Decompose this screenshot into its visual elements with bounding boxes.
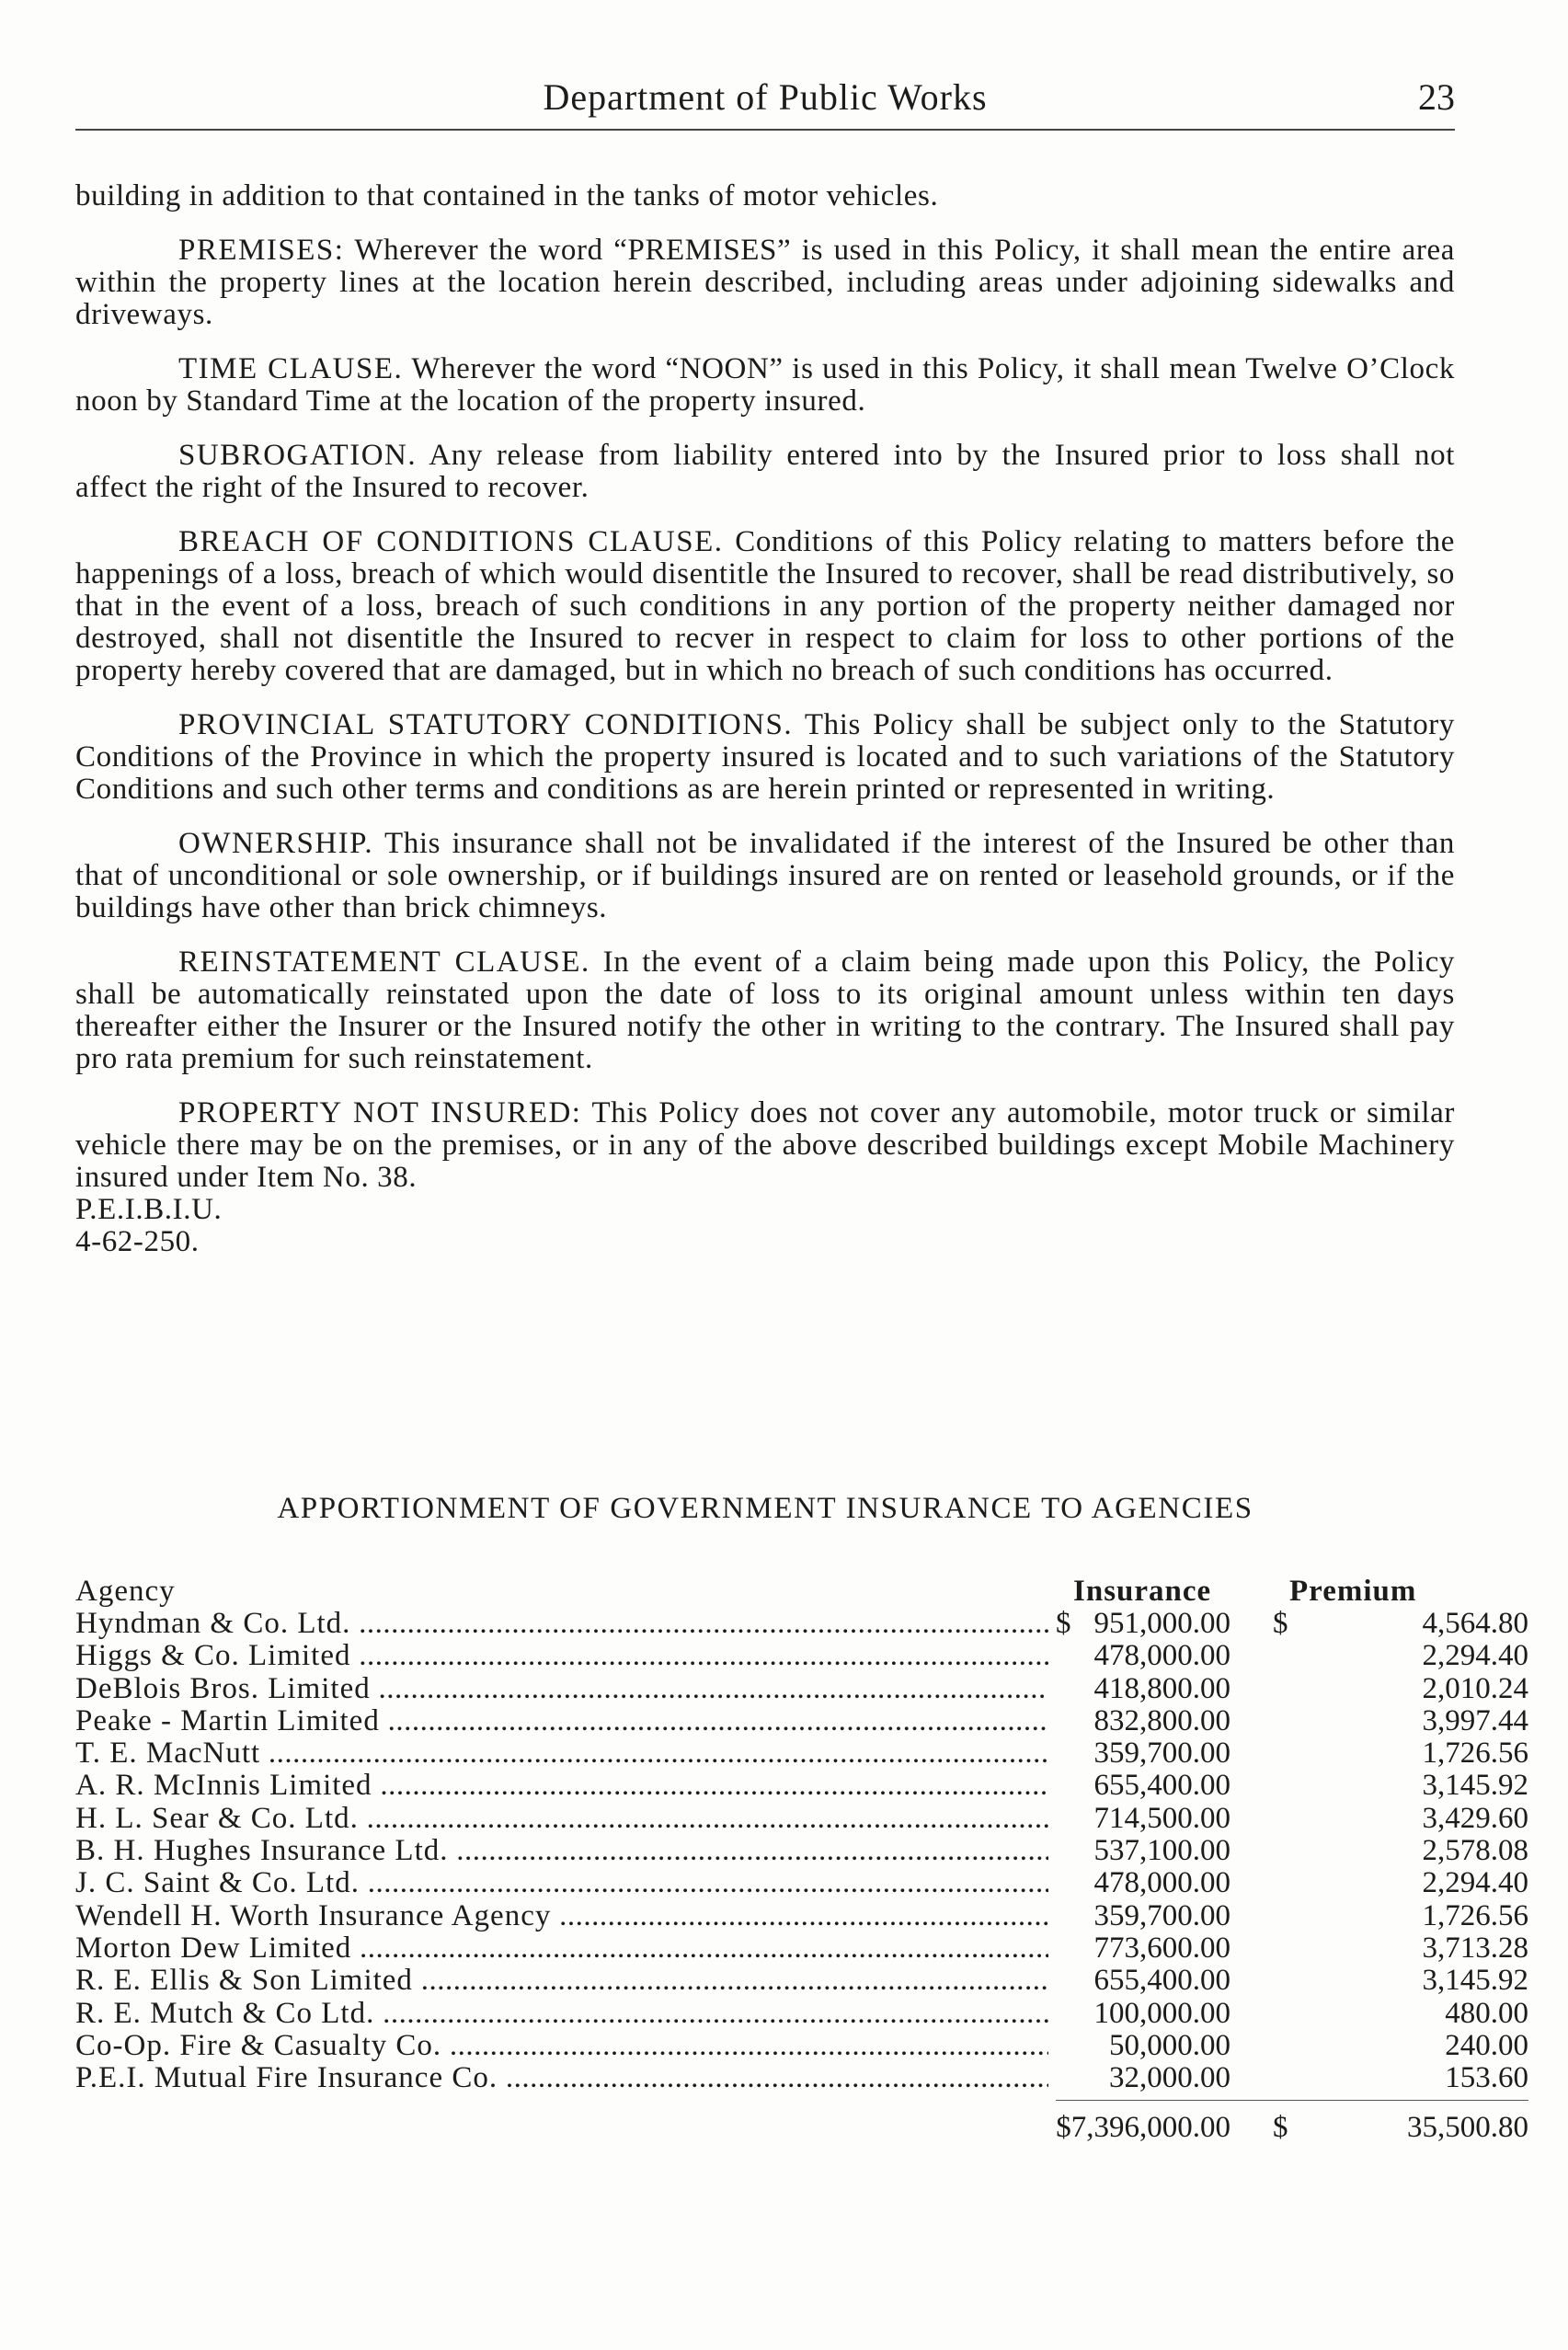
table-row: Morton Dew Limited ..... 773,600.00 3,713.28 xyxy=(75,1932,1455,1965)
table-row: T. E. MacNutt ..... 359,700.00 1,726.56 xyxy=(75,1737,1455,1770)
total-separator-space xyxy=(75,2094,1455,2111)
currency-symbol: $ xyxy=(1273,1607,1288,1640)
table-row: Hyndman & Co. Ltd. ..... $ 951,000.00 $ 4,564.80 xyxy=(75,1608,1455,1640)
column-header-premium: Premium xyxy=(1289,1575,1417,1608)
paragraph-breach-of-conditions: BREACH OF CONDITIONS CLAUSE. Conditions of this Policy relating to matters before the happenings of a loss, breach of which would disentitle the Insured to recover, shall be read distributively, so that in the event of a loss, breach of such conditions in any portion of the property neither damaged nor destroyed, shall not disentitle the Insured to recver in respect to claim for loss to other portions of the property hereby covered that are damaged, but in which no breach of such conditions has occurred. xyxy=(75,525,1455,687)
table-row: H. L. Sear & Co. Ltd. ..... 714,500.00 3,429.60 xyxy=(75,1803,1455,1835)
paragraph-heading: PREMISES: xyxy=(178,234,345,267)
paragraph-heading: PROVINCIAL STATUTORY CONDITIONS. xyxy=(178,708,794,741)
table-row: Higgs & Co. Limited ..... 478,000.00 2,294.40 xyxy=(75,1640,1455,1672)
total-premium: 35,500.80 xyxy=(1407,2111,1528,2145)
form-number: 4-62-250. xyxy=(75,1225,200,1258)
form-code: P.E.I.B.I.U. xyxy=(75,1193,223,1226)
table-row: J. C. Saint & Co. Ltd. ..... 478,000.00 2,294.40 xyxy=(75,1867,1455,1899)
page-header xyxy=(75,72,1455,131)
paragraph-property-not-insured: PROPERTY NOT INSURED: This Policy does not cover any automobile, motor truck or similar vehicle there may be on the premises, or in any of the above described buildings except Mobile Machinery insured under Item No. 38. xyxy=(75,1096,1455,1194)
table-row: B. H. Hughes Insurance Ltd. ..... 537,100.00 2,578.08 xyxy=(75,1835,1455,1867)
currency-symbol: $ xyxy=(1273,2111,1288,2145)
page-number: 23 xyxy=(1418,76,1455,118)
apportionment-table xyxy=(75,1575,1528,2145)
table-row: Co-Op. Fire & Casualty Co. ..... 50,000.00 240.00 xyxy=(75,2030,1455,2062)
policy-text xyxy=(75,180,1455,1258)
apportionment-title: APPORTIONMENT OF GOVERNMENT INSURANCE TO AGENCIES xyxy=(277,1492,1253,1525)
column-header-insurance: Insurance xyxy=(1073,1575,1212,1608)
table-row: Peake - Martin Limited ..... 832,800.00 3,997.44 xyxy=(75,1705,1455,1737)
paragraph-ownership: OWNERSHIP. This insurance shall not be invalidated if the interest of the Insured be other than that of unconditional or sole ownership, or if buildings insured are on rented or leasehold grounds, or if the buildings have other than brick chimneys. xyxy=(75,827,1455,924)
paragraph-heading: REINSTATEMENT CLAUSE. xyxy=(178,946,590,979)
paragraph-heading: BREACH OF CONDITIONS CLAUSE. xyxy=(178,525,724,558)
currency-symbol: $ xyxy=(1056,1607,1071,1640)
paragraph-heading: TIME CLAUSE. xyxy=(178,352,404,385)
table-header xyxy=(75,1575,1455,1608)
paragraph-reinstatement: REINSTATEMENT CLAUSE. In the event of a claim being made upon this Policy, the Policy shall be automatically reinstated upon the date of loss to its original amount unless within ten days thereafter either the Insurer or the Insured notify the other in writing to the contrary. The Insured shall pay pro rata premium for such reinstatement. xyxy=(75,946,1456,1075)
table-row: P.E.I. Mutual Fire Insurance Co. ..... 32,000.00 153.60 xyxy=(75,2062,1455,2094)
table-row: DeBlois Bros. Limited ..... 418,800.00 2,010.24 xyxy=(75,1673,1455,1705)
paragraph-heading: PROPERTY NOT INSURED: xyxy=(178,1096,582,1129)
paragraph-subrogation: SUBROGATION. Any release from liability entered into by the Insured prior to loss shall not affect the right of the Insured to recover. xyxy=(75,439,1455,504)
paragraph-premises: PREMISES: Wherever the word “PREMISES” is used in this Policy, it shall mean the entire area within the property lines at the location herein described, including areas under adjoining sidewalks and driveways. xyxy=(75,234,1455,331)
running-title: Department of Public Works xyxy=(543,76,988,118)
paragraph-time-clause: TIME CLAUSE. Wherever the word “NOON” is used in this Policy, it shall mean Twelve O’Clock noon by Standard Time at the location of the property insured. xyxy=(75,352,1455,418)
paragraph-heading: SUBROGATION. xyxy=(178,439,418,472)
column-header-agency: Agency xyxy=(75,1575,176,1608)
table-row: A. R. McInnis Limited ..... 655,400.00 3,145.92 xyxy=(75,1770,1455,1802)
table-row: Wendell H. Worth Insurance Agency ..... 359,700.00 1,726.56 xyxy=(75,1900,1455,1932)
table-row: R. E. Ellis & Son Limited ..... 655,400.00 3,145.92 xyxy=(75,1965,1455,1997)
total-rule xyxy=(1056,2100,1528,2101)
paragraph-continuation: building in addition to that contained in the tanks of motor vehicles. xyxy=(75,179,939,212)
paragraph-heading: OWNERSHIP. xyxy=(178,827,374,860)
total-insurance: $7,396,000.00 xyxy=(1056,2111,1230,2145)
table-total-row xyxy=(75,2111,1528,2145)
paragraph-statutory-conditions: PROVINCIAL STATUTORY CONDITIONS. This Policy shall be subject only to the Statutory Conditions of the Province in which the property insured is located and to such variations of the Statutory Conditions and such other terms and conditions as are herein printed or represented in writing. xyxy=(75,708,1455,806)
table-row: R. E. Mutch & Co Ltd. ..... 100,000.00 480.00 xyxy=(75,1998,1455,2030)
